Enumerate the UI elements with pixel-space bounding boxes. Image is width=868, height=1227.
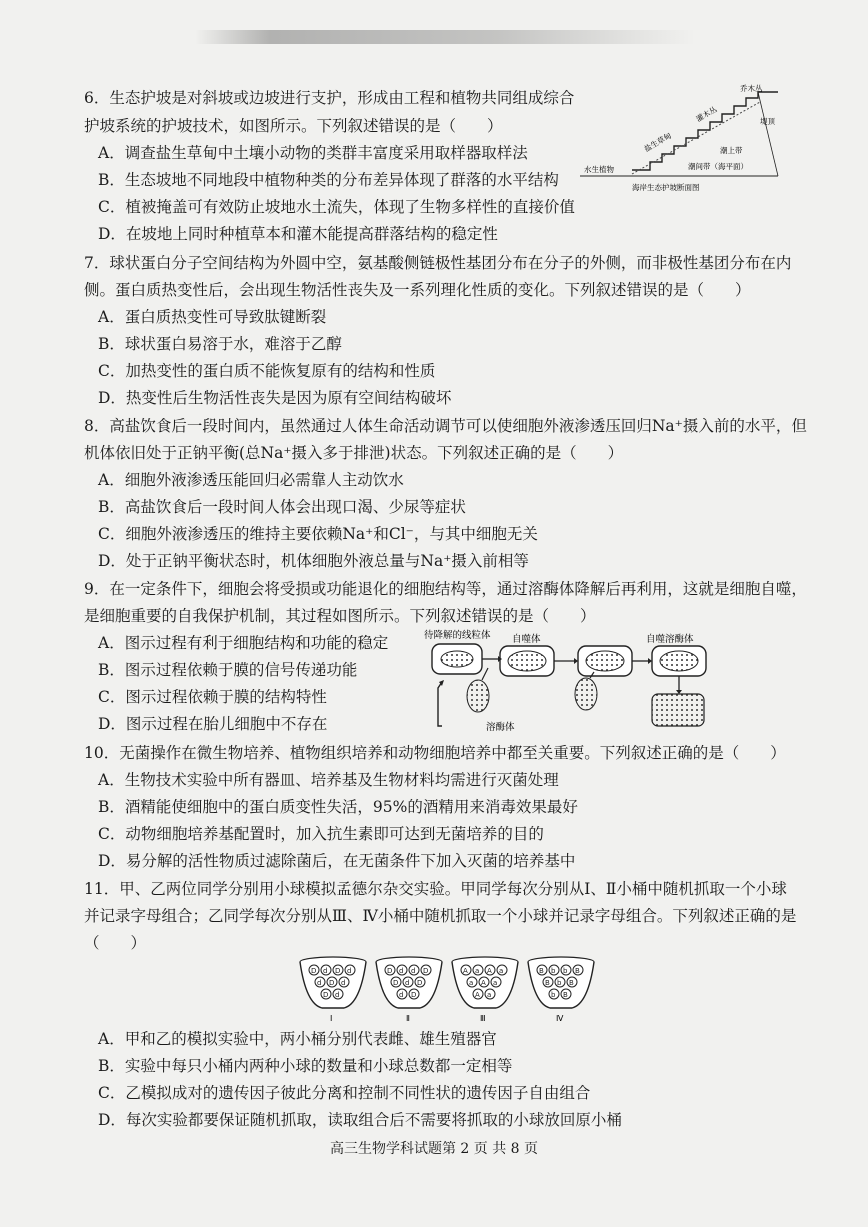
q7-stem-line2: 侧。蛋白质热变性后，会出现生物活性丧失及一系列理化性质的变化。下列叙述错误的是（ ） (84, 281, 751, 299)
label-shuisheng: 水生植物 (584, 165, 614, 174)
q6-stem-line2: 护坡系统的护坡技术，如图所示。下列叙述错误的是（ ） (84, 117, 503, 135)
q8-stem-line2: 机体依旧处于正钠平衡(总Na⁺摄入多于排泄)状态。下列叙述正确的是（ ） (84, 444, 624, 462)
label-mito: 待降解的线粒体 (424, 630, 491, 641)
svg-text:a: a (493, 979, 498, 987)
q7-stem-line1: 7．球状蛋白分子空间结构为外圆中空，氨基酸侧链极性基团分布在分子的外侧，而非极性基团分布在内 (84, 254, 792, 272)
svg-text:b: b (551, 967, 556, 975)
q8-option-d: D．处于正钠平衡状态时，机体细胞外液总量与Na⁺摄入前相等 (98, 552, 529, 570)
svg-text:d: d (341, 979, 346, 987)
q9-stem-line1: 9．在一定条件下，细胞会将受损或功能退化的细胞结构等，通过溶酶体降解后再利用，这就是细胞自噬， (84, 580, 807, 598)
q9-stem-line2: 是细胞重要的自我保护机制，其过程如图所示。下列叙述错误的是（ ） (84, 607, 596, 625)
q8-option-b: B．高盐饮食后一段时间人体会出现口渴、少尿等症状 (98, 498, 466, 516)
bucket-3 (452, 957, 518, 1023)
q11-option-a: A．甲和乙的模拟实验中，两小桶分别代表雌、雄生殖器官 (98, 1030, 497, 1048)
svg-text:A: A (475, 991, 480, 999)
buckets-diagram (298, 954, 598, 1024)
q10-option-c: C．动物细胞培养基配置时，加入抗生素即可达到无菌培养的目的 (98, 825, 544, 843)
q9-option-a: A．图示过程有利于细胞结构和功能的稳定 (98, 634, 389, 652)
slope-caption: 海岸生态护坡断面图 (632, 183, 700, 192)
q8-option-c: C．细胞外液渗透压的维持主要依赖Na⁺和Cl⁻，与其中细胞无关 (98, 525, 538, 543)
bucket-label-4: Ⅳ (556, 1014, 564, 1023)
svg-text:d: d (399, 991, 404, 999)
q9-option-b: B．图示过程依赖于膜的信号传递功能 (98, 661, 358, 679)
q7-option-a: A．蛋白质热变性可导致肽键断裂 (98, 308, 327, 326)
bucket-label-1: Ⅰ (330, 1014, 333, 1023)
svg-text:B: B (569, 979, 574, 987)
q7-option-b: B．球状蛋白易溶于水，难溶于乙醇 (98, 335, 342, 353)
bucket-2 (376, 957, 442, 1023)
q6-stem-line1: 6．生态护坡是对斜坡或边坡进行支护，形成由工程和植物共同组成综合 (84, 89, 575, 107)
q9-option-d: D．图示过程在胎儿细胞中不存在 (98, 715, 328, 733)
svg-text:d: d (317, 979, 322, 987)
q11-stem-line1: 11．甲、乙两位同学分别用小球模拟孟德尔杂交实验。甲同学每次分别从Ⅰ、Ⅱ小桶中随机抓取一个小球 (84, 880, 787, 898)
page-footer: 高三生物学科试题第 2 页 共 8 页 (329, 1141, 539, 1157)
q7-option-c: C．加热变性的蛋白质不能恢复原有的结构和性质 (98, 362, 436, 380)
svg-text:A: A (487, 967, 492, 975)
svg-text:B: B (575, 967, 580, 975)
svg-text:B: B (563, 991, 568, 999)
q6-option-c: C．植被掩盖可有效防止坡地水土流失，体现了生物多样性的直接价值 (98, 198, 575, 216)
svg-text:B: B (545, 979, 550, 987)
svg-text:d: d (399, 967, 404, 975)
slope-diagram (580, 82, 780, 198)
q6-option-b: B．生态坡地不同地段中植物种类的分布差异体现了群落的水平结构 (98, 171, 559, 189)
label-chaojian: 潮间带（海平面） (688, 162, 748, 171)
label-autolysosome: 自噬溶酶体 (646, 634, 694, 645)
svg-text:b: b (551, 991, 556, 999)
q11-stem-line3: （ ） (84, 934, 147, 952)
label-guanmu: 灌木丛 (694, 104, 719, 124)
svg-text:D: D (335, 967, 341, 975)
svg-text:A: A (481, 979, 486, 987)
q9-option-c: C．图示过程依赖于膜的结构特性 (98, 688, 327, 706)
mitochondrion-icon (441, 651, 473, 667)
svg-text:A: A (463, 967, 468, 975)
label-yansheng: 盐生草甸 (642, 130, 673, 154)
q10-option-a: A．生物技术实验中所有器皿、培养基及生物材料均需进行灭菌处理 (98, 771, 559, 789)
bucket-label-2: Ⅱ (406, 1014, 410, 1023)
svg-text:a: a (487, 991, 492, 999)
bucket-4 (528, 957, 594, 1023)
label-chaoshang: 潮上带 (720, 146, 743, 155)
label-qiaomu: 乔木丛 (740, 84, 763, 93)
q11-option-b: B．实验中每只小桶内两种小球的数量和小球总数都一定相等 (98, 1057, 513, 1075)
svg-text:D: D (417, 979, 423, 987)
svg-text:d: d (405, 979, 410, 987)
lysosome-icon-2 (575, 678, 597, 710)
svg-text:D: D (411, 991, 417, 999)
q6-option-d: D．在坡地上同时种植草本和灌木能提高群落结构的稳定性 (98, 225, 498, 243)
q11-option-d: D．每次实验都要保证随机抓取，读取组合后不需要将抓取的小球放回原小桶 (98, 1111, 622, 1129)
svg-text:d: d (323, 967, 328, 975)
q11-stem-line2: 并记录字母组合；乙同学每次分别从Ⅲ、Ⅳ小桶中随机抓取一个小球并记录字母组合。下列叙述正确的是 (84, 907, 797, 925)
svg-text:d: d (411, 967, 416, 975)
svg-text:D: D (423, 967, 429, 975)
svg-text:a: a (499, 967, 504, 975)
svg-text:D: D (311, 967, 317, 975)
q8-stem-line1: 8．高盐饮食后一段时间内，虽然通过人体生命活动调节可以使细胞外液渗透压回归Na⁺摄入前的水平，但 (84, 417, 807, 435)
svg-text:d: d (335, 991, 340, 999)
svg-text:D: D (393, 979, 399, 987)
q11-option-c: C．乙模拟成对的遗传因子彼此分离和控制不同性状的遗传因子自由组合 (98, 1084, 591, 1102)
svg-text:a: a (475, 967, 480, 975)
svg-text:b: b (563, 967, 568, 975)
q6-option-a: A．调查盐生草甸中土壤小动物的类群丰富度采用取样器取样法 (98, 144, 528, 162)
autophagy-diagram (420, 628, 720, 738)
scan-smudge (195, 30, 695, 44)
q8-option-a: A．细胞外液渗透压能回归必需靠人主动饮水 (98, 471, 404, 489)
label-lysosome: 溶酶体 (486, 722, 515, 733)
q10-option-b: B．酒精能使细胞中的蛋白质变性失活，95%的酒精用来消毒效果最好 (98, 798, 578, 816)
svg-text:D: D (329, 979, 335, 987)
svg-text:d: d (347, 967, 352, 975)
svg-text:a: a (469, 979, 474, 987)
svg-text:B: B (539, 967, 544, 975)
q7-option-d: D．热变性后生物活性丧失是因为原有空间结构破坏 (98, 389, 452, 407)
svg-text:D: D (387, 967, 393, 975)
q10-stem: 10．无菌操作在微生物培养、植物组织培养和动物细胞培养中都至关重要。下列叙述正确的是（ ） (84, 744, 786, 762)
svg-text:D: D (323, 991, 329, 999)
svg-text:b: b (557, 979, 562, 987)
lysosome-icon (467, 680, 489, 712)
bucket-1 (300, 957, 366, 1023)
label-autophagosome: 自噬体 (512, 634, 541, 645)
label-diding: 堤顶 (760, 117, 775, 126)
degraded-products (652, 694, 704, 726)
bucket-label-3: Ⅲ (480, 1014, 486, 1023)
q10-option-d: D．易分解的活性物质过滤除菌后，在无菌条件下加入灭菌的培养基中 (98, 852, 576, 870)
